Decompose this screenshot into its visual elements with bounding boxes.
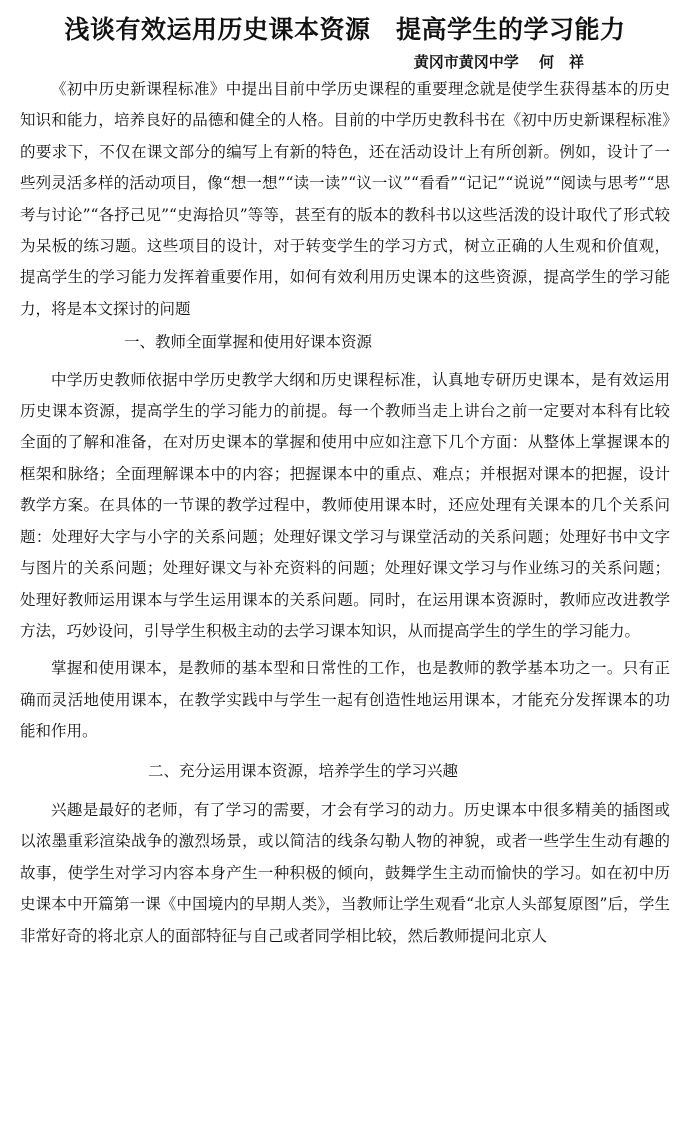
section-1-paragraph-2: 掌握和使用课本，是教师的基本型和日常性的工作，也是教师的教学基本功之一。只有正确而灵活地使用课本，在教学实践中与学生一起有创造性地运用课本，才能充分发挥课本的功能和作用。 (20, 659, 670, 741)
section-2-heading: 二、充分运用课本资源，培养学生的学习兴趣 (148, 761, 459, 780)
section-1-paragraph-1: 中学历史教师依据中学历史教学大纲和历史课程标准，认真地专研历史课本，是有效运用历史课本资源，提高学生的学习能力的前提。每一个教师当走上讲台之前一定要对本科有比较全面的了解和准备，在对历史课本的掌握和使用中应如注意下几个方面：从整体上掌握课本的框架和脉络；全面理解课本中的内容；把握课本中的重点、难点；并根据对课本的把握，设计教学方案。在具体的一节课的教学过程中，教师使用课本时，还应处理有关课本的几个关系问题：处理好大字与小字的关系问题；处理好课文学习与课堂活动的关系问题；处理好书中文字与图片的关系问题；处理好课文与补充资料的问题；处理好课文学习与作业练习的关系问题；处理好教师运用课本与学生运用课本的关系问题。同时，在运用课本资源时，教师应改进教学方法，巧妙设问，引导学生积极主动的去学习课本知识，从而提高学生的学生的学习能力。 (20, 370, 670, 640)
intro-paragraph: 《初中历史新课程标准》中提出目前中学历史课程的重要理念就是使学生获得基本的历史知识和能力，培养良好的品德和健全的人格。目前的中学历史教科书在《初中历史新课程标准》的要求下，不仅在课文部分的编写上有新的特色，还在活动设计上有所创新。例如，设计了一些列灵活多样的活动项目，像“想一想”“读一读”“议一议”“看看”“记记”“说说”“阅读与思考”“思考与讨论”“各抒己见”“史海拾贝”等等，甚至有的版本的教科书以这些活泼的设计取代了形式较为呆板的练习题。这些项目的设计，对于转变学生的学习方式，树立正确的人生观和价值观，提高学生的学习能力发挥着重要作用，如何有效利用历史课本的这些资源，提高学生的学习能力，将是本文探讨的问题 (20, 80, 670, 318)
article-title: 浅谈有效运用历史课本资源 提高学生的学习能力 (64, 15, 626, 44)
section-2-paragraph-1: 兴趣是最好的老师，有了学习的需要，才会有学习的动力。历史课本中很多精美的插图或以浓墨重彩渲染战争的激烈场景，或以简洁的线条勾勒人物的神貌，或者一些学生生动有趣的故事，使学生对学习内容本身产生一种积极的倾向，鼓舞学生主动而愉快的学习。如在初中历史课本中开篇第一课《中国境内的早期人类》，当教师让学生观看“北京人头部复原图”后，学生非常好奇的将北京人的面部特征与自己或者同学相比较，然后教师提问北京人 (20, 800, 670, 945)
author-line: 黄冈市黄冈中学 何 祥 (413, 53, 584, 71)
section-1-heading: 一、教师全面掌握和使用好课本资源 (124, 333, 373, 352)
